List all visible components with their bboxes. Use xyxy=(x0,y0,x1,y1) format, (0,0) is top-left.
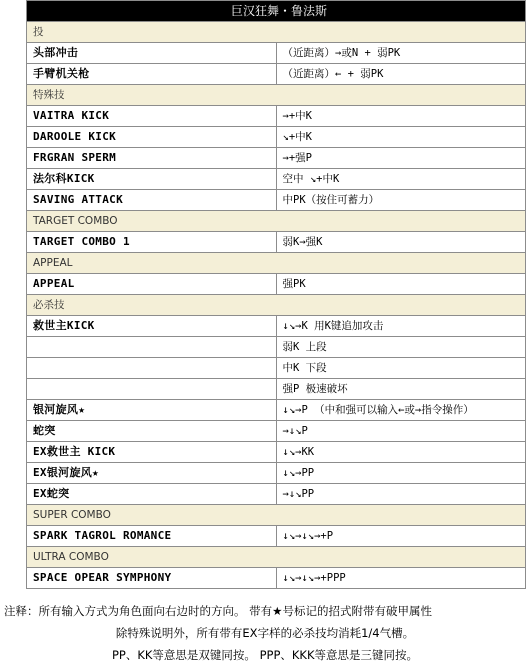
section-header-row xyxy=(27,505,526,526)
move-command: ↓↘→K 用K键追加攻击 xyxy=(276,316,526,337)
move-list-panel xyxy=(26,0,526,589)
section-header: 特殊技 xyxy=(27,85,526,106)
move-name xyxy=(27,358,277,379)
section-header-row xyxy=(27,85,526,106)
move-name: 头部冲击 xyxy=(27,43,277,64)
move-row xyxy=(27,148,526,169)
move-row xyxy=(27,43,526,64)
move-row xyxy=(27,274,526,295)
move-name: 法尔科KICK xyxy=(27,169,277,190)
move-command: （近距离）→或N + 弱PK xyxy=(276,43,526,64)
move-command: 强PK xyxy=(276,274,526,295)
character-title: 巨汉狂舞・鲁法斯 xyxy=(27,1,526,22)
move-command: 中PK（按住可蓄力） xyxy=(276,190,526,211)
section-header-row xyxy=(27,295,526,316)
move-list-table xyxy=(26,0,526,589)
notes-block xyxy=(0,600,530,666)
move-name xyxy=(27,379,277,400)
section-header: TARGET COMBO xyxy=(27,211,526,232)
move-command: 强P 极速破坏 xyxy=(276,379,526,400)
move-row xyxy=(27,358,526,379)
move-command: →+强P xyxy=(276,148,526,169)
move-name: VAITRA KICK xyxy=(27,106,277,127)
move-row xyxy=(27,106,526,127)
move-command: 弱K 上段 xyxy=(276,337,526,358)
section-header: 投 xyxy=(27,22,526,43)
note-line-3: PP、KK等意思是双键同按。 PPP、KKK等意思是三键同按。 xyxy=(111,648,419,662)
move-command: ↓↘→KK xyxy=(276,442,526,463)
move-row xyxy=(27,484,526,505)
move-name: EX银河旋风★ xyxy=(27,463,277,484)
move-row xyxy=(27,400,526,421)
move-name: EX蛇突 xyxy=(27,484,277,505)
move-name: TARGET COMBO 1 xyxy=(27,232,277,253)
move-command: 弱K→强K xyxy=(276,232,526,253)
move-name: FRGRAN SPERM xyxy=(27,148,277,169)
move-command: ↘+中K xyxy=(276,127,526,148)
section-header: SUPER COMBO xyxy=(27,505,526,526)
move-name: 救世主KICK xyxy=(27,316,277,337)
move-command: （近距离）← + 弱PK xyxy=(276,64,526,85)
move-name: EX救世主 KICK xyxy=(27,442,277,463)
section-header: 必杀技 xyxy=(27,295,526,316)
move-row xyxy=(27,568,526,589)
move-row xyxy=(27,526,526,547)
section-header-row xyxy=(27,547,526,568)
note-line-1: 注释：所有输入方式为角色面向右边时的方向。 带有★号标记的招式附带有破甲属性 xyxy=(4,604,432,618)
section-header-row xyxy=(27,253,526,274)
move-name: DAROOLE KICK xyxy=(27,127,277,148)
move-row xyxy=(27,169,526,190)
move-row xyxy=(27,421,526,442)
section-header: ULTRA COMBO xyxy=(27,547,526,568)
move-row xyxy=(27,190,526,211)
title-row xyxy=(27,1,526,22)
move-row xyxy=(27,316,526,337)
move-name: SPARK TAGROL ROMANCE xyxy=(27,526,277,547)
move-command: →↓↘PP xyxy=(276,484,526,505)
move-name: SPACE OPEAR SYMPHONY xyxy=(27,568,277,589)
move-command: →↓↘P xyxy=(276,421,526,442)
move-command: ↓↘→PP xyxy=(276,463,526,484)
move-row xyxy=(27,379,526,400)
move-command: 空中 ↘+中K xyxy=(276,169,526,190)
move-row xyxy=(27,463,526,484)
section-header-row xyxy=(27,22,526,43)
move-name: 手臂机关枪 xyxy=(27,64,277,85)
move-row xyxy=(27,232,526,253)
move-row xyxy=(27,64,526,85)
move-command: ↓↘→P （中和强可以输入←或→指令操作） xyxy=(276,400,526,421)
move-name: 银河旋风★ xyxy=(27,400,277,421)
note-line-2: 除特殊说明外，所有带有EX字样的必杀技均消耗1/4气槽。 xyxy=(115,626,415,640)
move-row xyxy=(27,442,526,463)
section-header-row xyxy=(27,211,526,232)
move-name xyxy=(27,337,277,358)
move-name: 蛇突 xyxy=(27,421,277,442)
move-command: ↓↘→↓↘→+P xyxy=(276,526,526,547)
move-command: 中K 下段 xyxy=(276,358,526,379)
move-command: ↓↘→↓↘→+PPP xyxy=(276,568,526,589)
move-name: APPEAL xyxy=(27,274,277,295)
section-header: APPEAL xyxy=(27,253,526,274)
move-row xyxy=(27,127,526,148)
move-name: SAVING ATTACK xyxy=(27,190,277,211)
move-command: →+中K xyxy=(276,106,526,127)
move-row xyxy=(27,337,526,358)
